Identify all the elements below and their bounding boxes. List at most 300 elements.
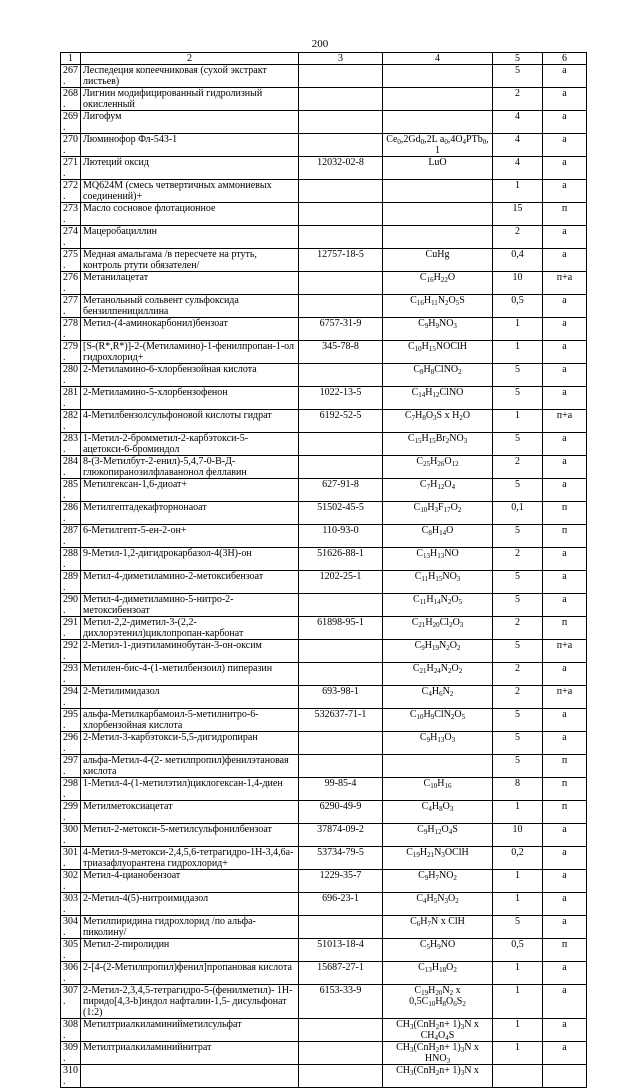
limit-value: 2 — [493, 456, 543, 479]
hazard-class: п+а — [543, 640, 587, 663]
table-row — [61, 870, 587, 893]
substance-name: Метил-2-метокси-5-метилсульфонилбензоат — [81, 824, 299, 847]
hazard-class: п — [543, 525, 587, 548]
limit-value: 1 — [493, 1042, 543, 1065]
cas-number: 1229-35-7 — [299, 870, 383, 893]
hazard-class: а — [543, 341, 587, 364]
chemical-formula: $CH_3(CnH_2n+ 1)_3N$ x $CH_4O_4S$ — [383, 1019, 493, 1042]
chemical-formula: $CH_3(CnH_2n+ 1)_3N$ x $HNO_3$ — [383, 1042, 493, 1065]
substance-name: Метилен-бис-4-(1-метилбензоил) пиперазин — [81, 663, 299, 686]
hazard-class: а — [543, 249, 587, 272]
row-number: 275. — [61, 249, 81, 272]
limit-value: 5 — [493, 732, 543, 755]
hazard-class: п — [543, 755, 587, 778]
row-number: 295. — [61, 709, 81, 732]
substance-name: 2-Метиламино-5-хлорбензофенон — [81, 387, 299, 410]
row-number: 285. — [61, 479, 81, 502]
cas-number: 627-91-8 — [299, 479, 383, 502]
row-number: 268. — [61, 88, 81, 111]
cas-number — [299, 640, 383, 663]
chemical-formula: $C_{16}H_{11}N_2O_5S$ — [383, 295, 493, 318]
hazard-class: п+а — [543, 272, 587, 295]
limit-value: 10 — [493, 824, 543, 847]
page-number: 200 — [311, 38, 329, 50]
row-number: 288. — [61, 548, 81, 571]
chemical-formula: $C_{19}H_{21}N_3OClH$ — [383, 847, 493, 870]
limit-value: 2 — [493, 617, 543, 640]
cas-number — [299, 1042, 383, 1065]
row-number: 296. — [61, 732, 81, 755]
hazard-class: а — [543, 594, 587, 617]
limit-value: 4 — [493, 134, 543, 157]
substance-name: Медная амальгама /в пересчете на ртуть, контроль ртути обязателен/ — [81, 249, 299, 272]
cas-number: 53734-79-5 — [299, 847, 383, 870]
table-row — [61, 939, 587, 962]
limit-value: 0,4 — [493, 249, 543, 272]
limit-value: 5 — [493, 364, 543, 387]
cas-number: 1022-13-5 — [299, 387, 383, 410]
cas-number: 15687-27-1 — [299, 962, 383, 985]
row-number: 276. — [61, 272, 81, 295]
chemical-formula: $C_9H_{13}O_3$ — [383, 732, 493, 755]
cas-number — [299, 916, 383, 939]
cas-number: 6192-52-5 — [299, 410, 383, 433]
limit-value: 5 — [493, 525, 543, 548]
chemical-formula: $C_9H_{12}O_4S$ — [383, 824, 493, 847]
header-col-name: 2 — [81, 53, 299, 65]
row-number: 300. — [61, 824, 81, 847]
row-number: 306. — [61, 962, 81, 985]
table-row — [61, 709, 587, 732]
table-row — [61, 364, 587, 387]
substance-name: Леспедеция копеечниковая (сухой экстракт листьев) — [81, 65, 299, 88]
limit-value: 10 — [493, 272, 543, 295]
row-number: 291. — [61, 617, 81, 640]
limit-value: 0,5 — [493, 295, 543, 318]
table-row — [61, 640, 587, 663]
header-col-value: 5 — [493, 53, 543, 65]
row-number: 290. — [61, 594, 81, 617]
table-row — [61, 594, 587, 617]
cas-number: 1202-25-1 — [299, 571, 383, 594]
chemical-formula: $C_4H_6N_2$ — [383, 686, 493, 709]
hazard-class: п — [543, 801, 587, 824]
chemical-formula — [383, 180, 493, 203]
row-number: 272. — [61, 180, 81, 203]
header-col-formula: 4 — [383, 53, 493, 65]
table-row — [61, 962, 587, 985]
table-row — [61, 778, 587, 801]
substance-name: Лигнин модифицированный гидролизный окисленный — [81, 88, 299, 111]
cas-number: 345-78-8 — [299, 341, 383, 364]
hazard-class: а — [543, 709, 587, 732]
cas-number — [299, 364, 383, 387]
limit-value: 1 — [493, 318, 543, 341]
limit-value: 1 — [493, 1019, 543, 1042]
table-row — [61, 548, 587, 571]
table-row — [61, 502, 587, 525]
cas-number — [299, 732, 383, 755]
chemical-formula: $C_9H_7NO_2$ — [383, 870, 493, 893]
hazard-class: а — [543, 962, 587, 985]
row-number: 299. — [61, 801, 81, 824]
table-row — [61, 272, 587, 295]
hazard-class: а — [543, 180, 587, 203]
cas-number — [299, 226, 383, 249]
substance-name: альфа-Метилкарбамоил-5-метилнитро-6-хлорбензойная кислота — [81, 709, 299, 732]
cas-number — [299, 272, 383, 295]
chemical-formula: $C_{16}H_{22}O$ — [383, 272, 493, 295]
table-row — [61, 65, 587, 88]
substance-name: Метил-(4-аминокарбонил)бензоат — [81, 318, 299, 341]
cas-number: 6153-33-9 — [299, 985, 383, 1019]
cas-number — [299, 65, 383, 88]
table-row — [61, 249, 587, 272]
cas-number — [299, 1065, 383, 1088]
chemical-formula: $C_{21}H_{20}Cl_2O_3$ — [383, 617, 493, 640]
cas-number: 51502-45-5 — [299, 502, 383, 525]
hazard-class: а — [543, 295, 587, 318]
chemical-formula: $CH_3(CnH_2n+ 1)_3N$ x — [383, 1065, 493, 1088]
chemical-formula: $C_9H_9NO_3$ — [383, 318, 493, 341]
substance-name: 6-Метилгепт-5-ен-2-он+ — [81, 525, 299, 548]
substance-name: 9-Метил-1,2-дигидрокарбазол-4(3Н)-он — [81, 548, 299, 571]
table-row — [61, 318, 587, 341]
table-row — [61, 824, 587, 847]
cas-number — [299, 594, 383, 617]
row-number: 310. — [61, 1065, 81, 1088]
table-row — [61, 203, 587, 226]
substance-name: Метил-2,2-диметил-3-(2,2-дихлорэтенил)циклопропан-карбонат — [81, 617, 299, 640]
header-col-number: 1 — [61, 53, 81, 65]
table-row — [61, 755, 587, 778]
chemical-formula: $C_4H_5N_3O_2$ — [383, 893, 493, 916]
cas-number — [299, 433, 383, 456]
table-row — [61, 985, 587, 1019]
cas-number: 110-93-0 — [299, 525, 383, 548]
limit-value: 1 — [493, 870, 543, 893]
row-number: 283. — [61, 433, 81, 456]
hazard-class: а — [543, 226, 587, 249]
chemical-formula — [383, 88, 493, 111]
substance-name: 2-Метил-1-диэтиламинобутан-3-он-оксим — [81, 640, 299, 663]
table-row — [61, 571, 587, 594]
hazard-class: п — [543, 778, 587, 801]
table-row — [61, 180, 587, 203]
substance-name: Метанольный сольвент сульфоксида бензилпенициллина — [81, 295, 299, 318]
table-row — [61, 801, 587, 824]
hazard-class: а — [543, 732, 587, 755]
chemical-formula: $C_{10}H_{16}$ — [383, 778, 493, 801]
substance-name: 4-Метил-9-метокси-2,4,5,6-тетрагидро-1Н-3,4,6а-триазафлуорантена гидрохлорид+ — [81, 847, 299, 870]
chemical-formula: $C_7H_8O_3S$ x $H_2O$ — [383, 410, 493, 433]
substance-name: 2-Метилимидазол — [81, 686, 299, 709]
limit-value: 1 — [493, 410, 543, 433]
hazard-class: а — [543, 870, 587, 893]
hazard-class: п — [543, 502, 587, 525]
hazard-class: п — [543, 939, 587, 962]
hazard-class: а — [543, 985, 587, 1019]
substance-name: Люминофор Фл-543-1 — [81, 134, 299, 157]
chemical-formula: $C_{14}H_{12}ClNO$ — [383, 387, 493, 410]
substance-table — [60, 52, 587, 1088]
cas-number: 6290-49-9 — [299, 801, 383, 824]
limit-value: 5 — [493, 65, 543, 88]
table-row — [61, 686, 587, 709]
cas-number — [299, 203, 383, 226]
hazard-class: а — [543, 433, 587, 456]
substance-name: Метил-4-диметиламино-2-метоксибензоат — [81, 571, 299, 594]
hazard-class: а — [543, 88, 587, 111]
substance-name: Метилтриалкиламинийметилсульфат — [81, 1019, 299, 1042]
cas-number — [299, 111, 383, 134]
hazard-class — [543, 1065, 587, 1088]
hazard-class: а — [543, 1042, 587, 1065]
substance-name: Метанилацетат — [81, 272, 299, 295]
limit-value: 4 — [493, 111, 543, 134]
limit-value: 8 — [493, 778, 543, 801]
row-number: 292. — [61, 640, 81, 663]
substance-name — [81, 1065, 299, 1088]
hazard-class: а — [543, 893, 587, 916]
hazard-class: а — [543, 364, 587, 387]
cas-number — [299, 180, 383, 203]
substance-name: альфа-Метил-4-(2- метилпропил)фенилэтановая кислота — [81, 755, 299, 778]
table-row — [61, 295, 587, 318]
table-row — [61, 387, 587, 410]
cas-number — [299, 88, 383, 111]
substance-name: Лютеций оксид — [81, 157, 299, 180]
substance-name: Метилгексан-1,6-диоат+ — [81, 479, 299, 502]
limit-value: 1 — [493, 893, 543, 916]
chemical-formula: $C_{15}H_{15}Br_2NO_3$ — [383, 433, 493, 456]
chemical-formula: $C_8H_{14}O$ — [383, 525, 493, 548]
cas-number — [299, 134, 383, 157]
substance-name: [S-(R*,R*)]-2-(Метиламино)-1-фенилпропан-1-ол гидрохлорид+ — [81, 341, 299, 364]
row-number: 286. — [61, 502, 81, 525]
limit-value: 5 — [493, 479, 543, 502]
row-number: 279. — [61, 341, 81, 364]
row-number: 282. — [61, 410, 81, 433]
table-row — [61, 88, 587, 111]
limit-value: 1 — [493, 801, 543, 824]
limit-value — [493, 1065, 543, 1088]
substance-name: 4-Метилбензолсульфоновой кислоты гидрат — [81, 410, 299, 433]
table-row — [61, 663, 587, 686]
chemical-formula: $C_7H_{12}O_4$ — [383, 479, 493, 502]
limit-value: 1 — [493, 180, 543, 203]
hazard-class: п — [543, 617, 587, 640]
chemical-formula — [383, 111, 493, 134]
hazard-class: а — [543, 824, 587, 847]
hazard-class: а — [543, 548, 587, 571]
limit-value: 5 — [493, 433, 543, 456]
limit-value: 5 — [493, 709, 543, 732]
substance-name: 1-Метил-2-бромметил-2-карбэтокси-5- ацетокси-6-броминдол — [81, 433, 299, 456]
row-number: 301. — [61, 847, 81, 870]
hazard-class: а — [543, 479, 587, 502]
limit-value: 2 — [493, 663, 543, 686]
table-row — [61, 732, 587, 755]
hazard-class: а — [543, 111, 587, 134]
chemical-formula: $C_8H_8ClNO_2$ — [383, 364, 493, 387]
table-row — [61, 847, 587, 870]
table-row — [61, 433, 587, 456]
table-row — [61, 617, 587, 640]
chemical-formula: $C_{11}H_{15}NO_3$ — [383, 571, 493, 594]
chemical-formula: $C_{13}H_{13}NO$ — [383, 548, 493, 571]
cas-number: 12032-02-8 — [299, 157, 383, 180]
hazard-class: а — [543, 157, 587, 180]
cas-number — [299, 456, 383, 479]
row-number: 308. — [61, 1019, 81, 1042]
table-row — [61, 410, 587, 433]
hazard-class: а — [543, 571, 587, 594]
substance-name: 2-Метил-2,3,4,5-тетрагидро-5-(фенилметил)- 1Н-пиридо[4,3-b]индол нафталин-1,5- дисульфонат (1:2) — [81, 985, 299, 1019]
substance-name: 2-Метиламино-6-хлорбензойная кислота — [81, 364, 299, 387]
substance-name: Метил-2-пиролидин — [81, 939, 299, 962]
row-number: 303. — [61, 893, 81, 916]
row-number: 297. — [61, 755, 81, 778]
cas-number: 51626-88-1 — [299, 548, 383, 571]
limit-value: 1 — [493, 341, 543, 364]
hazard-class: а — [543, 387, 587, 410]
cas-number — [299, 663, 383, 686]
limit-value: 0,2 — [493, 847, 543, 870]
cas-number: 6757-31-9 — [299, 318, 383, 341]
cas-number — [299, 755, 383, 778]
limit-value: 5 — [493, 755, 543, 778]
limit-value: 5 — [493, 594, 543, 617]
limit-value: 1 — [493, 985, 543, 1019]
substance-name: Масло сосновое флотационное — [81, 203, 299, 226]
table-row — [61, 341, 587, 364]
row-number: 270. — [61, 134, 81, 157]
row-number: 305. — [61, 939, 81, 962]
row-number: 280. — [61, 364, 81, 387]
table-row — [61, 157, 587, 180]
cas-number: 61898-95-1 — [299, 617, 383, 640]
table-row — [61, 134, 587, 157]
substance-name: 1-Метил-4-(1-метилэтил)циклогексан-1,4-диен — [81, 778, 299, 801]
limit-value: 0,5 — [493, 939, 543, 962]
row-number: 289. — [61, 571, 81, 594]
hazard-class: а — [543, 318, 587, 341]
row-number: 271. — [61, 157, 81, 180]
chemical-formula — [383, 226, 493, 249]
substance-name: MQ624M (смесь четвертичных аммониевых соединений)+ — [81, 180, 299, 203]
cas-number: 12757-18-5 — [299, 249, 383, 272]
chemical-formula: $C_{10}H_{15}NOClH$ — [383, 341, 493, 364]
limit-value: 15 — [493, 203, 543, 226]
row-number: 277. — [61, 295, 81, 318]
row-number: 284. — [61, 456, 81, 479]
row-number: 302. — [61, 870, 81, 893]
chemical-formula: $C_{13}H_{18}O_2$ — [383, 962, 493, 985]
chemical-formula — [383, 65, 493, 88]
limit-value: 5 — [493, 387, 543, 410]
substance-name: Метил-4-диметиламино-5-нитро-2-метоксибензоат — [81, 594, 299, 617]
limit-value: 2 — [493, 686, 543, 709]
substance-name: Лигофум — [81, 111, 299, 134]
chemical-formula: $C_{10}H_9ClN_2O_5$ — [383, 709, 493, 732]
row-number: 287. — [61, 525, 81, 548]
chemical-formula: $C_{21}H_{24}N_2O_2$ — [383, 663, 493, 686]
table-row — [61, 916, 587, 939]
hazard-class: а — [543, 663, 587, 686]
limit-value: 5 — [493, 916, 543, 939]
table-row — [61, 1065, 587, 1088]
limit-value: 2 — [493, 548, 543, 571]
row-number: 294. — [61, 686, 81, 709]
hazard-class: п+а — [543, 686, 587, 709]
chemical-formula: $C_9H_{19}N_2O_2$ — [383, 640, 493, 663]
cas-number: 37874-09-2 — [299, 824, 383, 847]
cas-number: 99-85-4 — [299, 778, 383, 801]
table-row — [61, 456, 587, 479]
table-row — [61, 893, 587, 916]
cas-number: 532637-71-1 — [299, 709, 383, 732]
substance-name: Метил-4-цианобензоат — [81, 870, 299, 893]
row-number: 298. — [61, 778, 81, 801]
chemical-formula: $C_{25}H_{26}O_{12}$ — [383, 456, 493, 479]
substance-name: 2-Метил-4(5)-нитроимидазол — [81, 893, 299, 916]
hazard-class: а — [543, 65, 587, 88]
row-number: 307. — [61, 985, 81, 1019]
row-number: 269. — [61, 111, 81, 134]
chemical-formula: $Ce_0,2Gd_0,2L$ $a_0,4O_4PTb_0$, 1 — [383, 134, 493, 157]
row-number: 281. — [61, 387, 81, 410]
row-number: 293. — [61, 663, 81, 686]
substance-name: Метилгептадекафторнонаоат — [81, 502, 299, 525]
substance-name: Метилметоксиацетат — [81, 801, 299, 824]
substance-name: 8-(3-Метилбут-2-енил)-5,4,7-0-В-Д-глюкопиранозилфлаванонол феллавин — [81, 456, 299, 479]
limit-value: 1 — [493, 962, 543, 985]
chemical-formula — [383, 203, 493, 226]
cas-number — [299, 295, 383, 318]
chemical-formula: CuHg — [383, 249, 493, 272]
cas-number — [299, 1019, 383, 1042]
table-header-row — [61, 53, 587, 65]
hazard-class: а — [543, 1019, 587, 1042]
row-number: 273. — [61, 203, 81, 226]
chemical-formula: $C_{19}H_{20}N_2$ x $0,5C_{10}H_8O_6S_2$ — [383, 985, 493, 1019]
chemical-formula: $C_5H_9NO$ — [383, 939, 493, 962]
row-number: 274. — [61, 226, 81, 249]
limit-value: 5 — [493, 571, 543, 594]
substance-name: Мацеробациллин — [81, 226, 299, 249]
substance-name: 2-Метил-3-карбэтокси-5,5-дигидропиран — [81, 732, 299, 755]
table-row — [61, 479, 587, 502]
chemical-formula: $C_{10}H_3F_{17}O_2$ — [383, 502, 493, 525]
substance-name: Метилтриалкиламинийнитрат — [81, 1042, 299, 1065]
header-col-hazard: 6 — [543, 53, 587, 65]
limit-value: 2 — [493, 226, 543, 249]
hazard-class: а — [543, 847, 587, 870]
row-number: 267. — [61, 65, 81, 88]
limit-value: 5 — [493, 640, 543, 663]
hazard-class: п — [543, 203, 587, 226]
hazard-class: п+а — [543, 410, 587, 433]
hazard-class: а — [543, 916, 587, 939]
chemical-formula: $C_6H_7N$ x ClH — [383, 916, 493, 939]
chemical-formula: LuO — [383, 157, 493, 180]
limit-value: 4 — [493, 157, 543, 180]
header-col-cas: 3 — [299, 53, 383, 65]
table-row — [61, 525, 587, 548]
hazard-class: а — [543, 456, 587, 479]
substance-name: Метилпиридина гидрохлорид /по альфа-пиколину/ — [81, 916, 299, 939]
